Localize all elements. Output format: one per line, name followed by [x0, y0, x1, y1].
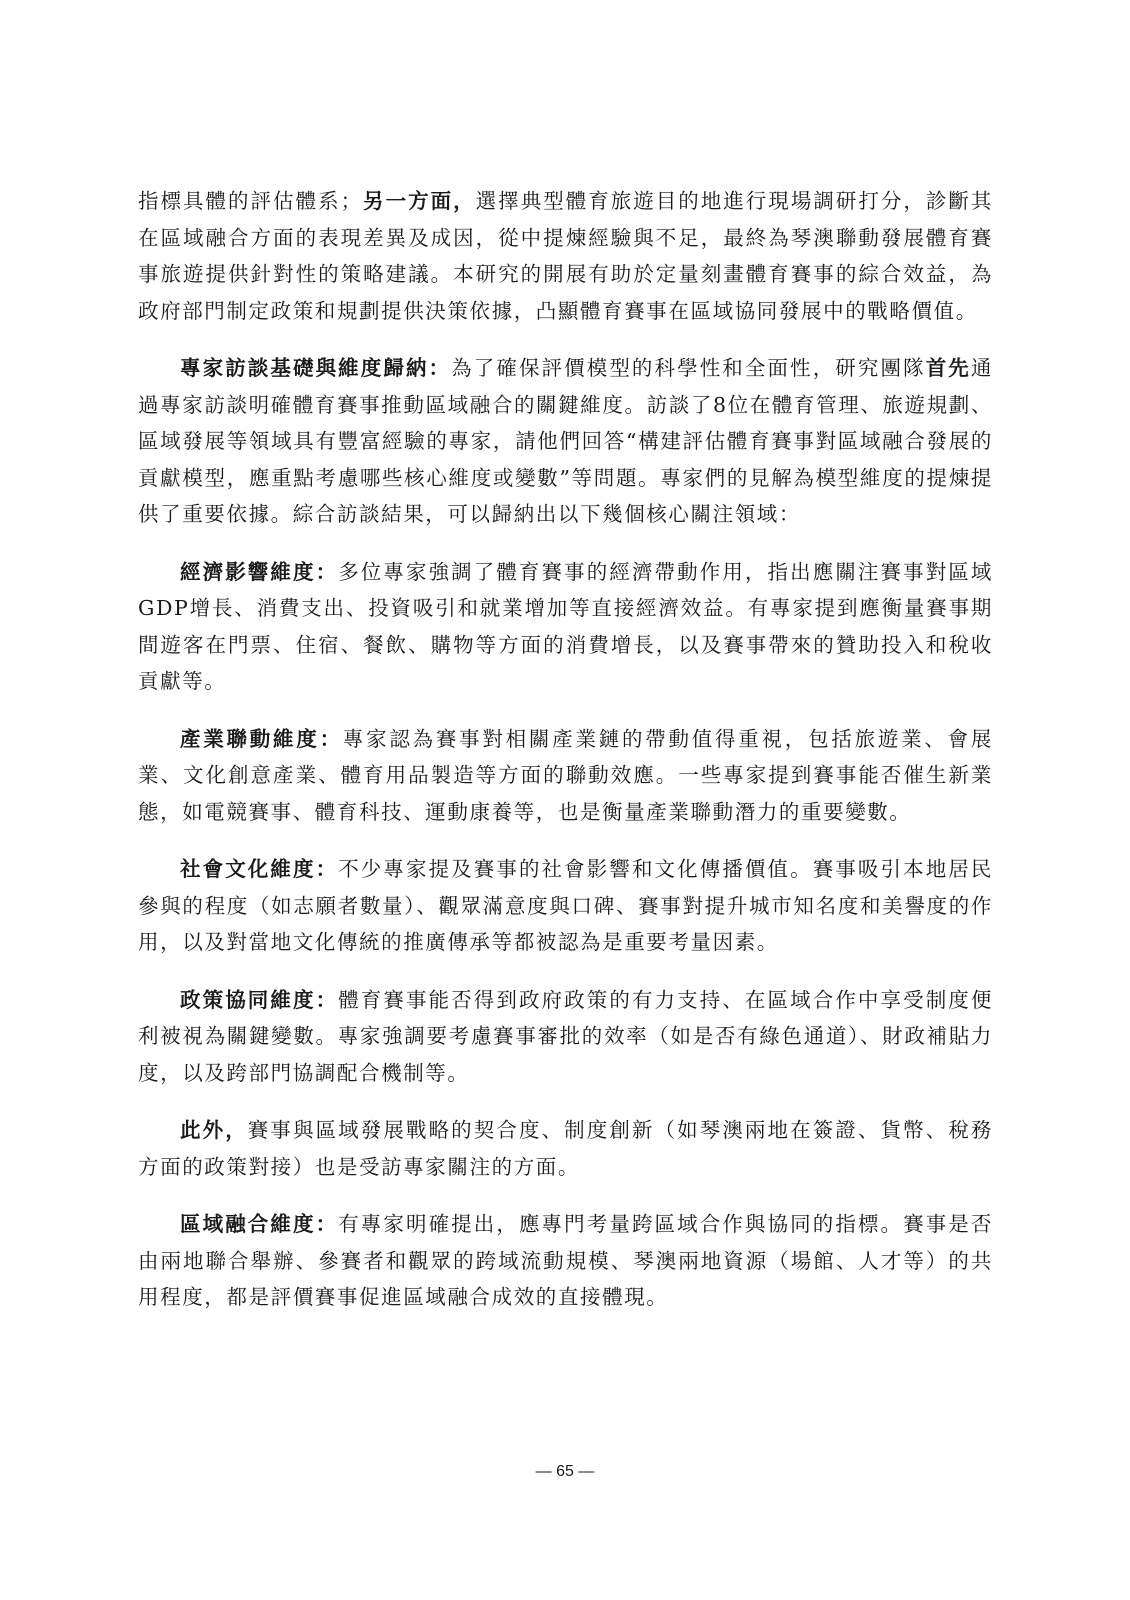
paragraph-text: 通過專家訪談明確體育賽事推動區域融合的關鍵維度。訪談了8位在體育管理、旅遊規劃、區域發展等領域具有豐富經驗的專家，請他們回答“構建評估體育賽事對區域融合發展的貢獻模型，應重點考慮哪些核心維度或變數”等問題。專家們的見解為模型維度的提煉提供了重要依據。綜合訪談結果，可以歸納出以下幾個核心關注領域：	[138, 356, 993, 526]
paragraph-bold-lead: 此外，	[180, 1118, 248, 1142]
paragraph-text: 不少專家提及賽事的社會影響和文化傳播價值。賽事吸引本地居民參與的程度（如志願者數量）、觀眾滿意度與口碑、賽事對提升城市知名度和美譽度的作用，以及對當地文化傳統的推廣傳承等都被認為是重要考量因素。	[138, 857, 993, 954]
paragraph-text: 多位專家強調了體育賽事的經濟帶動作用，指出應關注賽事對區域GDP增長、消費支出、投資吸引和就業增加等直接經濟效益。有專家提到應衡量賽事期間遊客在門票、住宿、餐飲、購物等方面的消費增長，以及賽事帶來的贊助投入和稅收貢獻等。	[138, 559, 993, 693]
paragraph-bold-lead: 社會文化維度：	[180, 857, 339, 881]
paragraph-bold-lead: 另一方面，	[362, 189, 476, 213]
paragraph-bold-lead: 政策協同維度：	[180, 987, 339, 1012]
paragraph-furthermore	[138, 1112, 993, 1185]
paragraph-text: 賽事與區域發展戰略的契合度、制度創新（如琴澳兩地在簽證、貨幣、稅務方面的政策對接）也是受訪專家關注的方面。	[138, 1118, 993, 1179]
paragraph-bold-lead: 產業聯動維度：	[180, 726, 343, 751]
paragraph-text: 體育賽事能否得到政府政策的有力支持、在區域合作中享受制度便利被視為關鍵變數。專家強調要考慮賽事審批的效率（如是否有綠色通道）、財政補貼力度，以及跨部門協調配合機制等。	[138, 987, 993, 1085]
paragraph-text: 有專家明確提出，應專門考量跨區域合作與協同的指標。賽事是否由兩地聯合舉辦、參賽者和觀眾的跨域流動規模、琴澳兩地資源（場館、人才等）的共用程度，都是評價賽事促進區域融合成效的直接體現。	[138, 1212, 993, 1309]
paragraph-regional-integration-dimension	[138, 1206, 993, 1316]
paragraph-text: 指標具體的評估體系；	[138, 189, 363, 213]
paragraph-text: 專家認為賽事對相關產業鏈的帶動值得重視，包括旅遊業、會展業、文化創意產業、體育用品製造等方面的聯動效應。一些專家提到賽事能否催生新業態，如電競賽事、體育科技、運動康養等，也是衡量產業聯動潛力的重要變數。	[138, 726, 993, 824]
paragraph-text: 為了確保評價模型的科學性和全面性，研究團隊	[451, 356, 926, 380]
paragraph-social-cultural-dimension	[138, 851, 993, 961]
paragraph-evaluation-system	[138, 183, 993, 329]
page-number: — 65 —	[535, 1463, 595, 1480]
paragraph-economic-dimension	[138, 554, 993, 700]
paragraph-expert-interview	[138, 350, 993, 533]
paragraph-bold-lead: 專家訪談基礎與維度歸納：	[180, 356, 452, 380]
paragraph-bold-lead: 區域融合維度：	[180, 1212, 339, 1236]
paragraph-industry-dimension	[138, 721, 993, 831]
paragraph-bold-lead: 經濟影響維度：	[180, 559, 339, 584]
paragraph-bold-inline: 首先	[925, 356, 971, 380]
paragraph-policy-dimension	[138, 982, 993, 1092]
paragraph-text: 選擇典型體育旅遊目的地進行現場調研打分，診斷其在區域融合方面的表現差異及成因，從中提煉經驗與不足，最終為琴澳聯動發展體育賽事旅遊提供針對性的策略建議。本研究的開展有助於定量刻畫體育賽事的綜合效益，為政府部門制定政策和規劃提供決策依據，凸顯體育賽事在區域協同發展中的戰略價值。	[138, 189, 994, 323]
document-body	[138, 183, 993, 1337]
